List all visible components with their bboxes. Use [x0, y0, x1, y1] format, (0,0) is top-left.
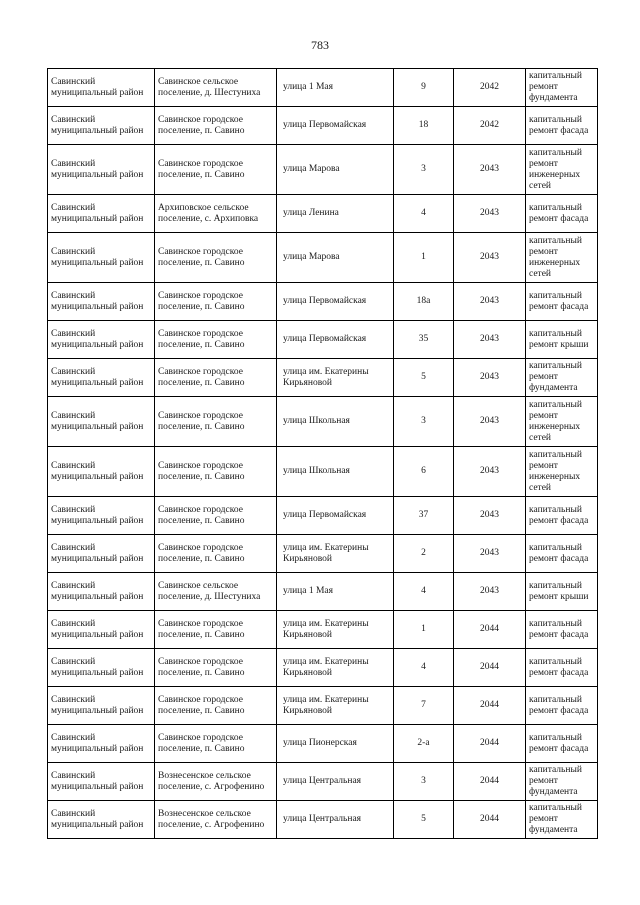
- street-cell: улица Первомайская: [277, 321, 394, 359]
- work-type-cell: капитальный ремонт фасада: [526, 283, 598, 321]
- table-row: [48, 611, 598, 649]
- house-number-cell: 5: [394, 801, 454, 839]
- year-cell: 2044: [454, 801, 526, 839]
- street-cell: улица Центральная: [277, 763, 394, 801]
- work-type-cell: капитальный ремонт фундамента: [526, 69, 598, 107]
- work-type-cell: капитальный ремонт фасада: [526, 725, 598, 763]
- settlement-cell: Савинское городское поселение, п. Савино: [155, 535, 277, 573]
- table-row: [48, 195, 598, 233]
- year-cell: 2042: [454, 69, 526, 107]
- district-cell: Савинский муниципальный район: [48, 801, 155, 839]
- work-type-cell: капитальный ремонт крыши: [526, 321, 598, 359]
- table-row: [48, 535, 598, 573]
- settlement-cell: Савинское городское поселение, п. Савино: [155, 497, 277, 535]
- district-cell: Савинский муниципальный район: [48, 725, 155, 763]
- work-type-cell: капитальный ремонт инженерных сетей: [526, 145, 598, 195]
- year-cell: 2043: [454, 447, 526, 497]
- settlement-cell: Савинское городское поселение, п. Савино: [155, 283, 277, 321]
- street-cell: улица им. Екатерины Кирьяновой: [277, 649, 394, 687]
- street-cell: улица им. Екатерины Кирьяновой: [277, 359, 394, 397]
- table-row: [48, 687, 598, 725]
- house-number-cell: 3: [394, 145, 454, 195]
- work-type-cell: капитальный ремонт фундамента: [526, 801, 598, 839]
- street-cell: улица Марова: [277, 145, 394, 195]
- district-cell: Савинский муниципальный район: [48, 535, 155, 573]
- house-number-cell: 37: [394, 497, 454, 535]
- table-row: [48, 233, 598, 283]
- district-cell: Савинский муниципальный район: [48, 233, 155, 283]
- table-row: [48, 573, 598, 611]
- house-number-cell: 4: [394, 649, 454, 687]
- district-cell: Савинский муниципальный район: [48, 321, 155, 359]
- house-number-cell: 4: [394, 195, 454, 233]
- table-row: [48, 763, 598, 801]
- settlement-cell: Архиповское сельское поселение, с. Архиповка: [155, 195, 277, 233]
- table-body: [48, 69, 598, 839]
- repair-schedule-table: [47, 68, 598, 839]
- work-type-cell: капитальный ремонт фундамента: [526, 763, 598, 801]
- settlement-cell: Вознесенское сельское поселение, с. Агрофенино: [155, 801, 277, 839]
- year-cell: 2043: [454, 321, 526, 359]
- street-cell: улица им. Екатерины Кирьяновой: [277, 535, 394, 573]
- district-cell: Савинский муниципальный район: [48, 687, 155, 725]
- district-cell: Савинский муниципальный район: [48, 283, 155, 321]
- settlement-cell: Савинское городское поселение, п. Савино: [155, 725, 277, 763]
- house-number-cell: 7: [394, 687, 454, 725]
- street-cell: улица Ленина: [277, 195, 394, 233]
- year-cell: 2043: [454, 283, 526, 321]
- street-cell: улица Школьная: [277, 397, 394, 447]
- year-cell: 2044: [454, 611, 526, 649]
- district-cell: Савинский муниципальный район: [48, 107, 155, 145]
- house-number-cell: 3: [394, 397, 454, 447]
- year-cell: 2043: [454, 195, 526, 233]
- work-type-cell: капитальный ремонт инженерных сетей: [526, 447, 598, 497]
- house-number-cell: 4: [394, 573, 454, 611]
- settlement-cell: Савинское городское поселение, п. Савино: [155, 649, 277, 687]
- district-cell: Савинский муниципальный район: [48, 649, 155, 687]
- work-type-cell: капитальный ремонт фасада: [526, 107, 598, 145]
- year-cell: 2043: [454, 145, 526, 195]
- house-number-cell: 1: [394, 233, 454, 283]
- year-cell: 2043: [454, 573, 526, 611]
- house-number-cell: 35: [394, 321, 454, 359]
- year-cell: 2044: [454, 763, 526, 801]
- street-cell: улица Центральная: [277, 801, 394, 839]
- settlement-cell: Савинское городское поселение, п. Савино: [155, 611, 277, 649]
- settlement-cell: Савинское городское поселение, п. Савино: [155, 233, 277, 283]
- work-type-cell: капитальный ремонт инженерных сетей: [526, 233, 598, 283]
- street-cell: улица Пионерская: [277, 725, 394, 763]
- house-number-cell: 2-а: [394, 725, 454, 763]
- year-cell: 2042: [454, 107, 526, 145]
- year-cell: 2044: [454, 649, 526, 687]
- house-number-cell: 2: [394, 535, 454, 573]
- house-number-cell: 3: [394, 763, 454, 801]
- district-cell: Савинский муниципальный район: [48, 397, 155, 447]
- table-row: [48, 283, 598, 321]
- table-row: [48, 725, 598, 763]
- work-type-cell: капитальный ремонт фундамента: [526, 359, 598, 397]
- district-cell: Савинский муниципальный район: [48, 195, 155, 233]
- street-cell: улица Школьная: [277, 447, 394, 497]
- district-cell: Савинский муниципальный район: [48, 763, 155, 801]
- district-cell: Савинский муниципальный район: [48, 447, 155, 497]
- street-cell: улица Первомайская: [277, 107, 394, 145]
- work-type-cell: капитальный ремонт фасада: [526, 611, 598, 649]
- house-number-cell: 1: [394, 611, 454, 649]
- house-number-cell: 5: [394, 359, 454, 397]
- table-row: [48, 359, 598, 397]
- table-row: [48, 801, 598, 839]
- year-cell: 2043: [454, 397, 526, 447]
- year-cell: 2043: [454, 497, 526, 535]
- work-type-cell: капитальный ремонт фасада: [526, 535, 598, 573]
- table-row: [48, 497, 598, 535]
- street-cell: улица Марова: [277, 233, 394, 283]
- work-type-cell: капитальный ремонт крыши: [526, 573, 598, 611]
- table-row: [48, 69, 598, 107]
- street-cell: улица 1 Мая: [277, 573, 394, 611]
- street-cell: улица им. Екатерины Кирьяновой: [277, 611, 394, 649]
- year-cell: 2044: [454, 687, 526, 725]
- table-row: [48, 321, 598, 359]
- settlement-cell: Савинское городское поселение, п. Савино: [155, 145, 277, 195]
- year-cell: 2043: [454, 233, 526, 283]
- street-cell: улица им. Екатерины Кирьяновой: [277, 687, 394, 725]
- house-number-cell: 18: [394, 107, 454, 145]
- district-cell: Савинский муниципальный район: [48, 573, 155, 611]
- house-number-cell: 6: [394, 447, 454, 497]
- settlement-cell: Савинское сельское поселение, д. Шестуниха: [155, 69, 277, 107]
- table-row: [48, 107, 598, 145]
- street-cell: улица 1 Мая: [277, 69, 394, 107]
- district-cell: Савинский муниципальный район: [48, 69, 155, 107]
- district-cell: Савинский муниципальный район: [48, 145, 155, 195]
- work-type-cell: капитальный ремонт фасада: [526, 497, 598, 535]
- work-type-cell: капитальный ремонт фасада: [526, 649, 598, 687]
- page-number: 783: [311, 38, 329, 52]
- settlement-cell: Савинское городское поселение, п. Савино: [155, 687, 277, 725]
- settlement-cell: Савинское городское поселение, п. Савино: [155, 397, 277, 447]
- year-cell: 2044: [454, 725, 526, 763]
- house-number-cell: 9: [394, 69, 454, 107]
- settlement-cell: Савинское сельское поселение, д. Шестуниха: [155, 573, 277, 611]
- settlement-cell: Савинское городское поселение, п. Савино: [155, 359, 277, 397]
- table-row: [48, 397, 598, 447]
- year-cell: 2043: [454, 359, 526, 397]
- settlement-cell: Савинское городское поселение, п. Савино: [155, 107, 277, 145]
- settlement-cell: Савинское городское поселение, п. Савино: [155, 447, 277, 497]
- settlement-cell: Савинское городское поселение, п. Савино: [155, 321, 277, 359]
- district-cell: Савинский муниципальный район: [48, 497, 155, 535]
- street-cell: улица Первомайская: [277, 283, 394, 321]
- table-row: [48, 447, 598, 497]
- table-row: [48, 145, 598, 195]
- year-cell: 2043: [454, 535, 526, 573]
- table-row: [48, 649, 598, 687]
- house-number-cell: 18а: [394, 283, 454, 321]
- work-type-cell: капитальный ремонт инженерных сетей: [526, 397, 598, 447]
- work-type-cell: капитальный ремонт фасада: [526, 687, 598, 725]
- district-cell: Савинский муниципальный район: [48, 611, 155, 649]
- settlement-cell: Вознесенское сельское поселение, с. Агрофенино: [155, 763, 277, 801]
- district-cell: Савинский муниципальный район: [48, 359, 155, 397]
- street-cell: улица Первомайская: [277, 497, 394, 535]
- work-type-cell: капитальный ремонт фасада: [526, 195, 598, 233]
